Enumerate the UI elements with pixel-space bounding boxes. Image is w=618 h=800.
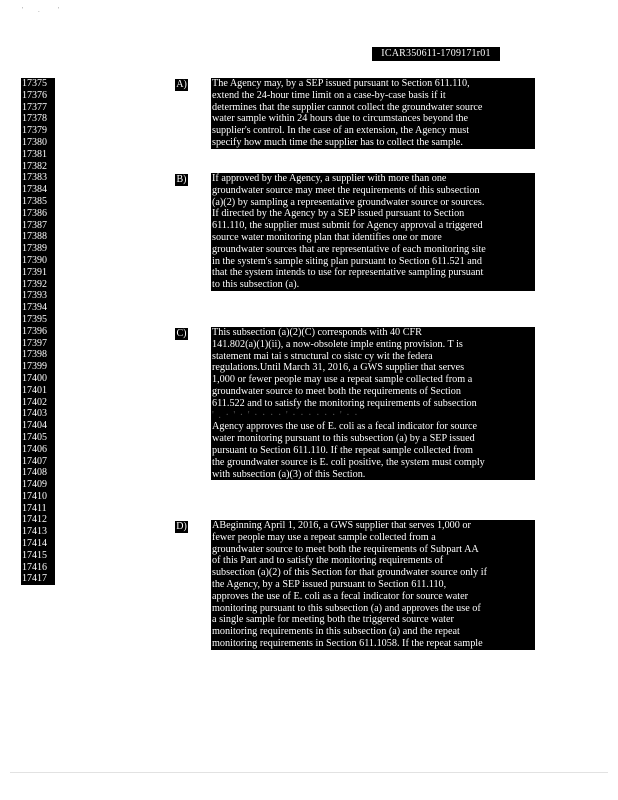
line-number: 17397 bbox=[21, 338, 55, 350]
text-line: extend the 24-hour time limit on a case-by-case basis if it bbox=[211, 90, 535, 102]
line-number: 17377 bbox=[21, 102, 55, 114]
text-line: monitoring requirements in Section 611.1058. If the repeat sample bbox=[211, 638, 535, 650]
line-number: 17389 bbox=[21, 243, 55, 255]
line-number: 17387 bbox=[21, 220, 55, 232]
line-number: 17400 bbox=[21, 373, 55, 385]
line-number: 17406 bbox=[21, 444, 55, 456]
line-number: 17416 bbox=[21, 562, 55, 574]
line-number: 17399 bbox=[21, 361, 55, 373]
line-number: 17390 bbox=[21, 255, 55, 267]
line-number: 17417 bbox=[21, 573, 55, 585]
text-line: groundwater source may meet the requirements of this subsection bbox=[211, 185, 535, 197]
text-line: groundwater source to meet both the requirements of Section bbox=[211, 386, 535, 398]
line-number: 17409 bbox=[21, 479, 55, 491]
line-number: 17415 bbox=[21, 550, 55, 562]
section-label-c: C) bbox=[176, 328, 187, 339]
text-line: a single sample for meeting both the triggered source water bbox=[211, 614, 535, 626]
text-line: groundwater sources that are representative of each monitoring site bbox=[211, 244, 535, 256]
text-line: the groundwater source is E. coli positive, the system must comply bbox=[211, 457, 535, 469]
line-number: 17395 bbox=[21, 314, 55, 326]
text-line: 611.522 and to satisfy the monitoring requirements of subsection bbox=[211, 398, 535, 410]
text-line: that the system intends to use for representative sampling pursuant bbox=[211, 267, 535, 279]
line-number: 17396 bbox=[21, 326, 55, 338]
line-number: 17379 bbox=[21, 125, 55, 137]
text-line: with subsection (a)(3) of this Section. bbox=[211, 469, 535, 481]
line-number: 17414 bbox=[21, 538, 55, 550]
page-bottom-rule bbox=[10, 772, 608, 773]
text-line: water sample within 24 hours due to circumstances beyond the bbox=[211, 113, 535, 125]
line-number: 17402 bbox=[21, 397, 55, 409]
line-number: 17411 bbox=[21, 503, 55, 515]
section-b-text bbox=[211, 173, 535, 291]
section-label-b: B) bbox=[176, 174, 187, 185]
scan-speck: ' bbox=[22, 6, 24, 14]
text-line: (a)(2) by sampling a representative groundwater source or sources. bbox=[211, 197, 535, 209]
text-line: The Agency may, by a SEP issued pursuant to Section 611.110, bbox=[211, 78, 535, 90]
section-c-text bbox=[211, 327, 535, 480]
text-line: determines that the supplier cannot collect the groundwater source bbox=[211, 102, 535, 114]
text-line: approves the use of E. coli as a fecal indicator for source water bbox=[211, 591, 535, 603]
scan-speck: ' bbox=[58, 6, 60, 14]
text-line: statement mai tai s structural co sistc cy wit the federa bbox=[211, 351, 535, 363]
line-number: 17385 bbox=[21, 196, 55, 208]
text-line: supplier's control. In the case of an extension, the Agency must bbox=[211, 125, 535, 137]
line-number: 17375 bbox=[21, 78, 55, 90]
line-number: 17410 bbox=[21, 491, 55, 503]
text-line: If approved by the Agency, a supplier with more than one bbox=[211, 173, 535, 185]
text-line: pursuant to Section 611.110. If the repeat sample collected from bbox=[211, 445, 535, 457]
line-number: 17383 bbox=[21, 172, 55, 184]
line-number: 17376 bbox=[21, 90, 55, 102]
line-number: 17380 bbox=[21, 137, 55, 149]
line-number: 17391 bbox=[21, 267, 55, 279]
text-line: This subsection (a)(2)(C) corresponds with 40 CFR bbox=[211, 327, 535, 339]
text-line: regulations.Until March 31, 2016, a GWS supplier that serves bbox=[211, 362, 535, 374]
line-number: 17408 bbox=[21, 467, 55, 479]
line-number: 17412 bbox=[21, 514, 55, 526]
text-line: to this subsection (a). bbox=[211, 279, 535, 291]
text-line: ABeginning April 1, 2016, a GWS supplier that serves 1,000 or bbox=[211, 520, 535, 532]
text-line: 141.802(a)(1)(ii), a now-obsolete imple enting provision. T is bbox=[211, 339, 535, 351]
line-number: 17403 bbox=[21, 408, 55, 420]
text-line: Agency approves the use of E. coli as a fecal indicator for source bbox=[211, 421, 535, 433]
text-line: monitoring pursuant to this subsection (a) and approves the use of bbox=[211, 603, 535, 615]
line-number: 17413 bbox=[21, 526, 55, 538]
text-line: 611.110, the supplier must submit for Agency approval a triggered bbox=[211, 220, 535, 232]
text-line: the Agency, by a SEP issued pursuant to Section 611.110, bbox=[211, 579, 535, 591]
line-number: 17407 bbox=[21, 456, 55, 468]
section-label-d: D) bbox=[176, 521, 187, 532]
line-number: 17398 bbox=[21, 349, 55, 361]
text-line: monitoring requirements in this subsection (a) and the repeat bbox=[211, 626, 535, 638]
section-label-a: A) bbox=[176, 79, 187, 90]
text-line: fewer people may use a repeat sample collected from a bbox=[211, 532, 535, 544]
document-id-header: ICAR350611-1709171r01 bbox=[372, 47, 500, 61]
text-line: source water monitoring plan that identifies one or more bbox=[211, 232, 535, 244]
text-line: in the system's sample siting plan pursuant to Section 611.521 and bbox=[211, 256, 535, 268]
line-number: 17382 bbox=[21, 161, 55, 173]
text-line: of this Part and to satisfy the monitoring requirements of bbox=[211, 555, 535, 567]
text-line: groundwater source to meet both the requirements of Subpart AA bbox=[211, 544, 535, 556]
section-d-text bbox=[211, 520, 535, 650]
line-number: 17393 bbox=[21, 290, 55, 302]
line-number: 17401 bbox=[21, 385, 55, 397]
line-number: 17392 bbox=[21, 279, 55, 291]
line-number: 17405 bbox=[21, 432, 55, 444]
text-line: subsection (a)(2) of this Section for that groundwater source only if bbox=[211, 567, 535, 579]
line-number: 17384 bbox=[21, 184, 55, 196]
text-line: water monitoring pursuant to this subsection (a) by a SEP issued bbox=[211, 433, 535, 445]
section-a-text bbox=[211, 78, 535, 149]
text-line: 1,000 or fewer people may use a repeat sample collected from a bbox=[211, 374, 535, 386]
text-line: specify how much time the supplier has to collect the sample. bbox=[211, 137, 535, 149]
text-line: If directed by the Agency by a SEP issued pursuant to Section bbox=[211, 208, 535, 220]
line-number: 17386 bbox=[21, 208, 55, 220]
line-number: 17404 bbox=[21, 420, 55, 432]
line-number: 17388 bbox=[21, 231, 55, 243]
line-number: 17381 bbox=[21, 149, 55, 161]
line-number: 17394 bbox=[21, 302, 55, 314]
scan-speck: . bbox=[38, 6, 40, 14]
text-line: ' . · ' · ' · · · · ' · · · · · · ' · · bbox=[211, 410, 535, 422]
line-number: 17378 bbox=[21, 113, 55, 125]
line-number-column bbox=[21, 78, 55, 585]
